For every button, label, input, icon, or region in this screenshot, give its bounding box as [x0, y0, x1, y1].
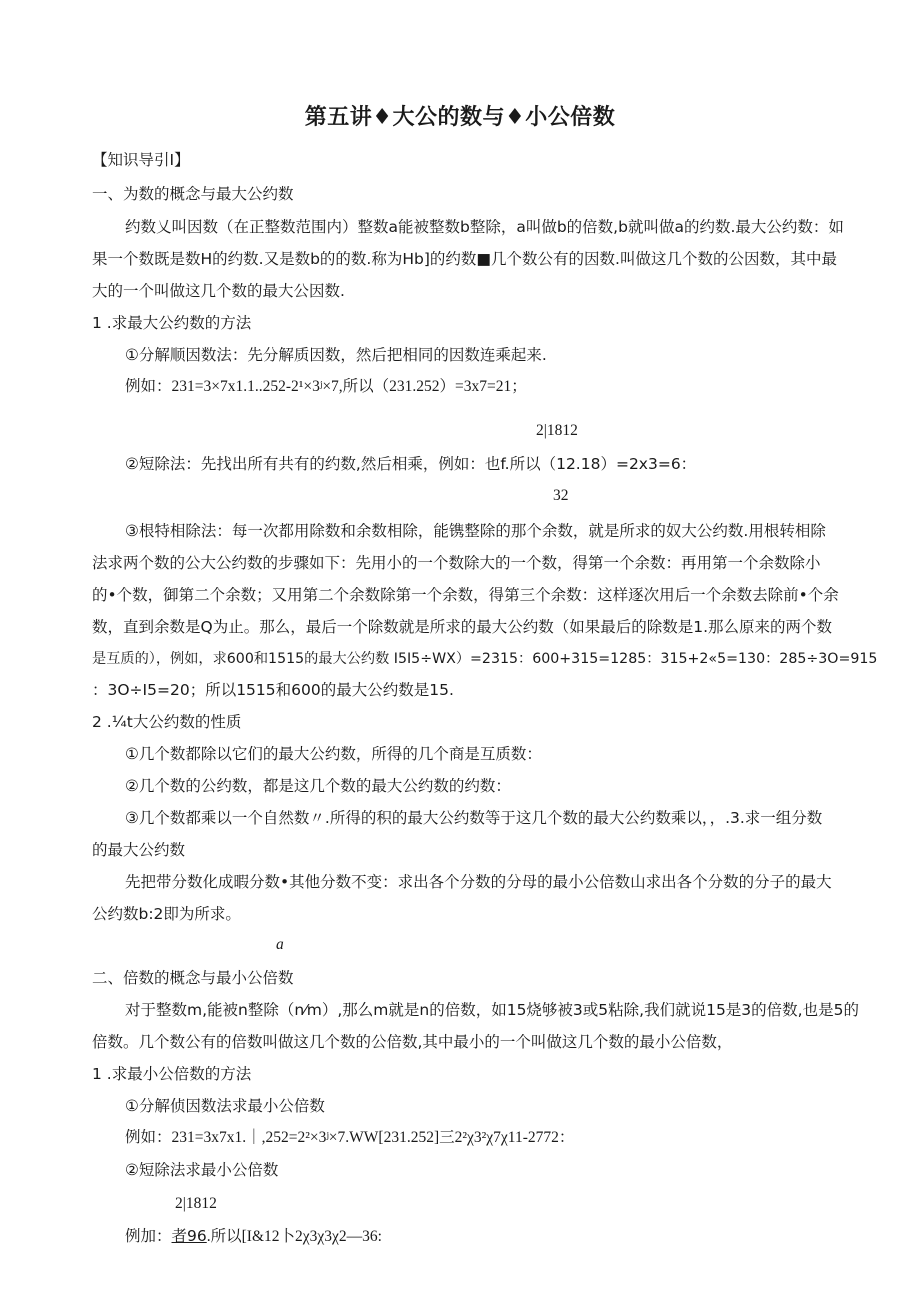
short-division-bottom: 32	[553, 487, 569, 504]
lcm-method-short-division: ②短除法求最小公倍数	[125, 1161, 279, 1179]
lcm-methods-heading: 1 .求最小公倍数的方法	[92, 1065, 252, 1083]
euclidean-method-line: 是互质的），例如，求600和1515的最大公约数 I5I5÷WX）=2315：600+315=1285：315+2«5=130：285÷3O=915	[92, 651, 878, 667]
euclidean-method-line: ：3O÷I5=20；所以1515和600的最大公约数是15.	[92, 681, 454, 699]
fraction-gcd-heading: 的最大公约数	[92, 841, 186, 859]
section-1-paragraph-line: 果一个数既是数H的约数.又是数b的的数.称为Hb]的约数■几个数公有的因数.叫做这几个数的公因数，其中最	[92, 250, 837, 268]
lcm-example-2	[125, 1226, 382, 1247]
lcm-example-2-prefix: 例加：	[125, 1227, 172, 1245]
section-2-heading: 二、倍数的概念与最小公倍数	[92, 969, 294, 987]
fraction-gcd-paragraph-line: 先把带分数化成暇分数•其他分数不变：求出各个分数的分母的最小公倍数山求出各个分数的分子的最大	[125, 873, 832, 891]
fraction-gcd-paragraph-line: 公约数b:2即为所求。	[92, 905, 241, 923]
gcd-property: ①几个数都除以它们的最大公约数，所得的几个商是互质数：	[125, 745, 542, 763]
gcd-property: ②几个数的公约数，都是这几个数的最大公约数的约数：	[125, 777, 511, 795]
section-2-paragraph-line: 对于整数m,能被n整除（n⁄m）,那么m就是n的倍数，如15烧够被3或5粘除,我们就说15是3的倍数,也是5的	[125, 1001, 859, 1019]
stray-letter: a	[276, 936, 284, 953]
gcd-property: ③几个数都乘以一个自然数〃.所得的积的最大公约数等于这几个数的最大公约数乘以，，.3.求一组分数	[125, 809, 823, 827]
gcd-properties-heading: 2 .¼t大公约数的性质	[92, 713, 242, 731]
lcm-example-2-rest: .所以[I&12卜2χ3χ3χ2—36:	[206, 1228, 382, 1245]
gcd-example-1: 例如：231=3×7x1.1..252-2¹×3ʲ×7,所以（231.252）=3x7=21；	[125, 378, 527, 395]
intro-heading: 【知识导引I】	[92, 151, 190, 169]
gcd-method-short-division: ②短除法：先找出所有共有的约数,然后相乘，例如：也f.所以（12.18）=2x3=6：	[125, 455, 697, 473]
gcd-methods-heading: 1 .求最大公约数的方法	[92, 314, 252, 332]
lcm-example-1: 例如：231=3x7x1.｜,252=2²×3ʲ×7.WW[231.252]三2²χ3²χ7χ11-2772：	[125, 1129, 575, 1146]
gcd-method-prime-factorization: ①分解顺因数法：先分解质因数，然后把相同的因数连乘起来.	[125, 346, 547, 364]
section-2-paragraph-line: 倍数。几个数公有的倍数叫做这几个数的公倍数,其中最小的一个叫做这几个数的最小公倍数，	[92, 1033, 733, 1051]
section-1-paragraph-line: 约数乂叫因数（在正整数范围内）整数a能被整数b整除，a叫做b的倍数,b就叫做a的约数.最大公约数：如	[125, 218, 844, 236]
lcm-example-2-underlined: 者96	[171, 1227, 207, 1245]
page-title: 第五讲♦大公的数与♦小公倍数	[304, 105, 616, 130]
lcm-short-division-top: 2|1812	[175, 1195, 217, 1212]
euclidean-method-line: 的•个数，御第二个余数；又用第二个余数除第一个余数，得第三个余数：这样逐次用后一个余数去除前•个余	[92, 586, 839, 604]
section-1-heading: 一、为数的概念与最大公约数	[92, 185, 294, 203]
section-1-paragraph-line: 大的一个叫做这几个数的最大公因数.	[92, 282, 345, 300]
lcm-method-prime-factorization: ①分解侦因数法求最小公倍数	[125, 1097, 325, 1115]
short-division-top: 2|1812	[536, 422, 578, 439]
euclidean-method-line: 法求两个数的公大公约数的步骤如下：先用小的一个数除大的一个数，得第一个余数：再用第一个余数除小	[92, 554, 821, 572]
euclidean-method-line: 数，直到余数是Q为止。那么，最后一个除数就是所求的最大公约数（如果最后的除数是1.那么原来的两个数	[92, 618, 832, 636]
euclidean-method-line: ③根特相除法：每一次都用除数和余数相除，能镌整除的那个余数，就是所求的奴大公约数.用根转相除	[125, 522, 826, 540]
